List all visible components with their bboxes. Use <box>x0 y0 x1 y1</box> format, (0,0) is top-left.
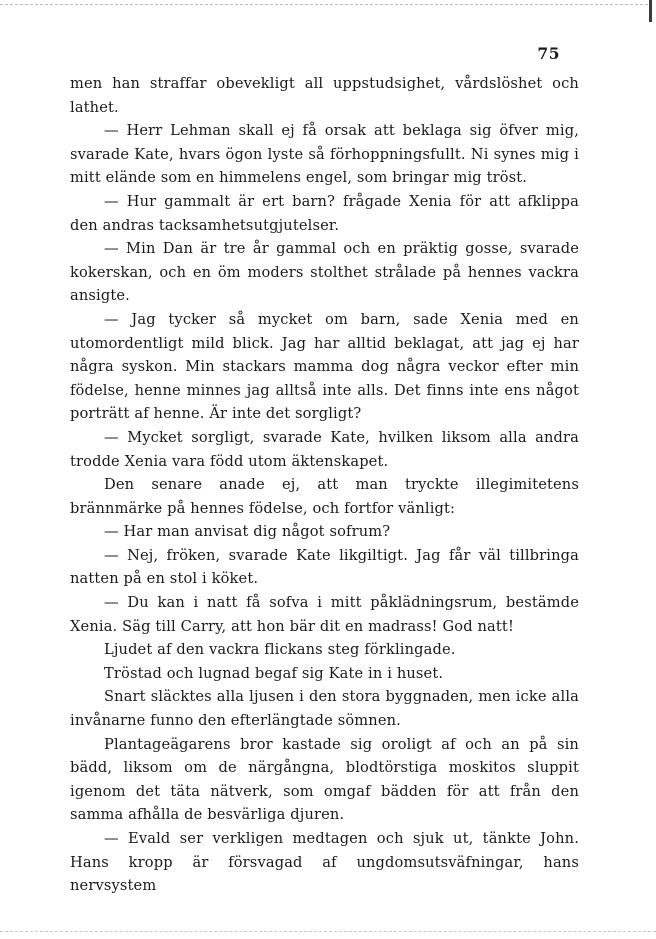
paragraph: — Evald ser verkligen medtagen och sjuk ut, tänkte John. Hans kropp är försvagad af ungdomsutsväfningar, hans nervsystem <box>70 830 579 895</box>
paragraph: — Mycket sorgligt, svarade Kate, hvilken liksom alla andra trodde Xenia vara född utom äktenskapet. <box>70 428 579 470</box>
paragraph: — Hur gammalt är ert barn? frågade Xenia för att afklippa den andras tacksamhetsutgjutelser. <box>70 192 579 234</box>
paragraph: — Har man anvisat dig något sofrum? <box>104 523 391 541</box>
paragraph: Den senare anade ej, att man tryckte illegimitetens brännmärke på hennes födelse, och fortfor vänligt: <box>70 476 579 517</box>
paragraph: Snart släcktes alla ljusen i den stora byggnaden, men icke alla invånarne funno den efterlängtade sömnen. <box>70 688 579 730</box>
body-text <box>70 72 579 898</box>
paragraph: — Jag tycker så mycket om barn, sade Xenia med en utomordentligt mild blick. Jag har alltid beklagat, att jag ej har några syskon. Min stackars mamma dog några veckor efter min födelse, henne minnes jag alltså inte alls. Det finns inte ens något porträtt af henne. Är inte det sorgligt? <box>70 310 579 423</box>
paragraph: men han straffar obevekligt all uppstudsighet, vårdslöshet och lathet. <box>70 75 579 116</box>
paragraph: — Herr Lehman skall ej få orsak att beklaga sig öfver mig, svarade Kate, hvars ögon lyste så förhoppningsfullt. Ni synes mig i mitt elände som en himmelens engel, som bringar mig tröst. <box>70 122 579 187</box>
paragraph: — Du kan i natt få sofva i mitt påklädningsrum, bestämde Xenia. Säg till Carry, att hon bär dit en madrass! God natt! <box>70 594 579 635</box>
top-scan-border <box>0 4 648 5</box>
paragraph: Ljudet af den vackra flickans steg förklingade. <box>104 641 456 659</box>
paragraph: Tröstad och lugnad begaf sig Kate in i huset. <box>104 664 444 682</box>
page-number: 75 <box>537 44 560 63</box>
edge-scan-mark <box>649 0 652 22</box>
paragraph: — Min Dan är tre år gammal och en präktig gosse, svarade kokerskan, och en öm moders stolthet strålade på hennes vackra ansigte. <box>70 240 579 305</box>
bottom-scan-border <box>0 931 656 932</box>
paragraph: Plantageägarens bror kastade sig oroligt af och an på sin bädd, liksom om de närgångna, blodtörstiga moskitos sluppit igenom det täta nätverk, som omgaf bädden för att från den samma afhålla de besvärliga djuren. <box>70 735 579 824</box>
paragraph: — Nej, fröken, svarade Kate likgiltigt. Jag får väl tillbringa natten på en stol i köket. <box>70 546 579 588</box>
